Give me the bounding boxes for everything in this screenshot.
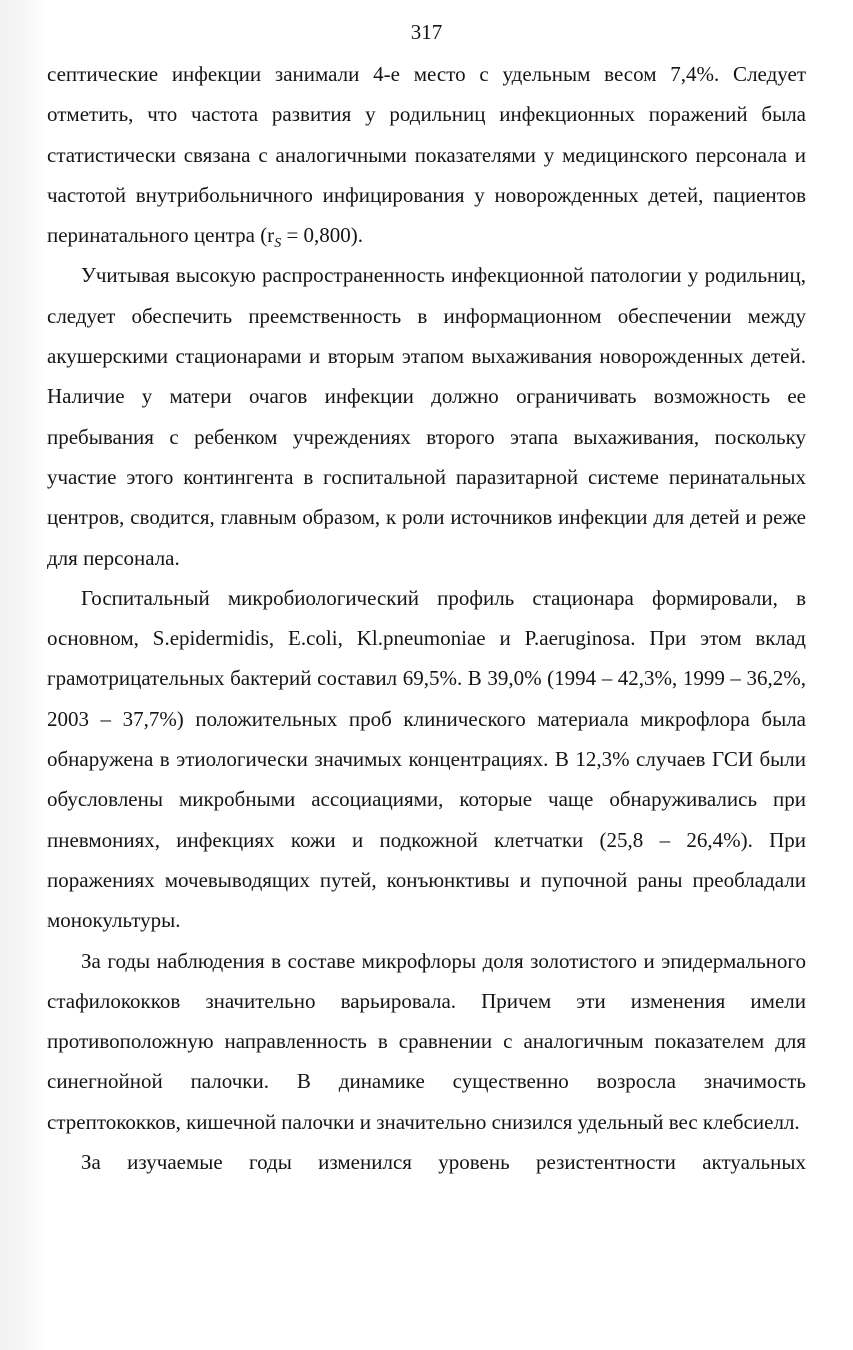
paragraph-continuation: септические инфекции занимали 4-е место с удельным весом 7,4%. Следует отметить, что частота развития у родильниц инфекционных поражений была статистически связана с аналогичными показателями у медицинского персонала и частотой внутрибольничного инфицирования у новорожденных детей, пациентов перинатального центра $(r_S = 0,800)$. (47, 62, 806, 252)
page-number: 317 (410, 20, 443, 44)
scan-edge-shadow (0, 0, 44, 1350)
paragraph-microflora-dynamics: За годы наблюдения в составе микрофлоры доля золотистого и эпидермального стафилококков значительно варьировала. Причем эти изменения имели противоположную направленность в сравнении с аналогичным показателем для синегнойной палочки. В динамике существенно возросла значимость стрептококков, кишечной палочки и значительно снизился удельный вес клебсиелл. (47, 948, 806, 1134)
page-body (47, 54, 806, 1182)
subscript-s: S (274, 236, 282, 252)
paragraph-microbiological-profile: Госпитальный микробиологический профиль стационара формировали, в основном, S.epidermidis, E.coli, Kl.pneumoniae и P.aeruginosa. При этом вклад грамотрицательных бактерий составил 69,5%. В 39,0% (1994 – 42,3%, 1999 – 36,2%, 2003 – 37,7%) положительных проб клинического материала микрофлора была обнаружена в этиологически значимых концентрациях. В 12,3% случаев ГСИ были обусловлены микробными ассоциациями, которые чаще обнаруживались при пневмониях, инфекциях кожи и подкожной клетчатки (25,8 – 26,4%). При поражениях мочевыводящих путей, конъюнктивы и пупочной раны преобладали монокультуры. (47, 585, 806, 933)
paragraph-infection-continuity: Учитывая высокую распространенность инфекционной патологии у родильниц, следует обеспечить преемственность в информационном обеспечении между акушерскими стационарами и вторым этапом выхаживания новорожденных детей. Наличие у матери очагов инфекции должно ограничивать возможность ее пребывания с ребенком учреждениях второго этапа выхаживания, поскольку участие этого контингента в госпитальной паразитарной системе перинатальных центров, сводится, главным образом, к роли источников инфекции для детей и реже для персонала. (47, 263, 806, 570)
paragraph-resistance-start: За изучаемые годы изменился уровень резистентности актуальных (81, 1150, 806, 1175)
